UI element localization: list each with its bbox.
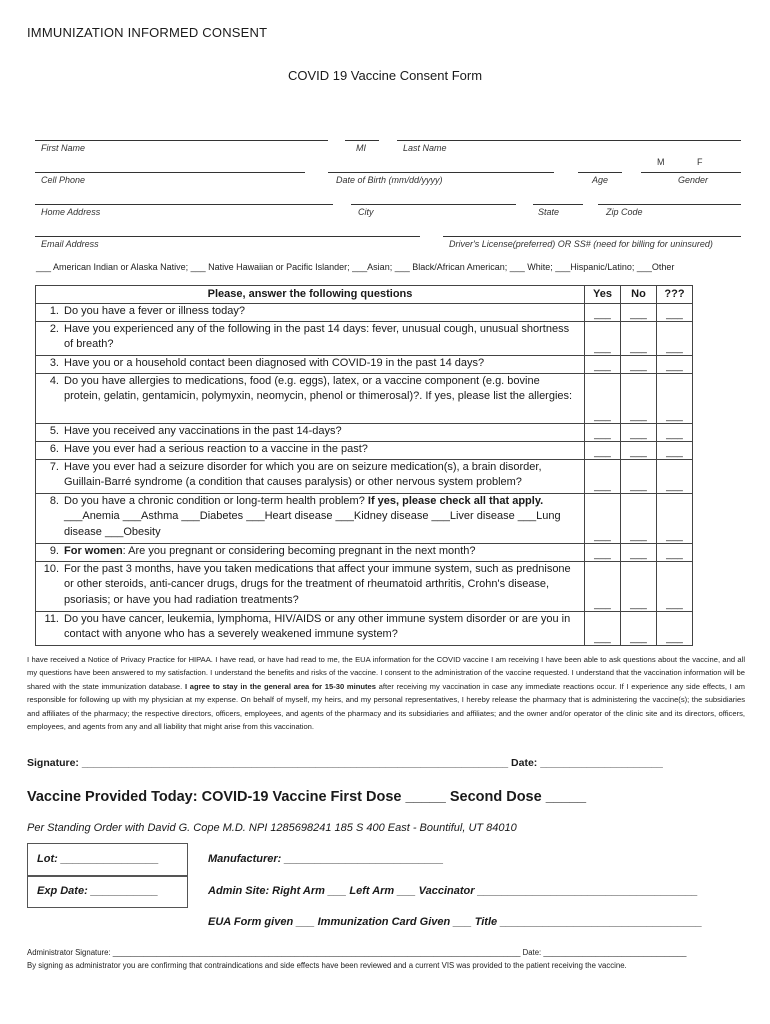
answer-no[interactable]: ___: [621, 304, 657, 322]
form-type-heading: IMMUNIZATION INFORMED CONSENT: [27, 25, 268, 40]
email-field[interactable]: [35, 236, 420, 237]
admin-site-field[interactable]: Admin Site: Right Arm ___ Left Arm ___ Vaccinator ____________________________________: [208, 885, 698, 897]
table-row: 8. Do you have a chronic condition or long-term health problem? If yes, please check all that apply. ___Anemia ___Asthma ___Diabetes ___Heart disease ___Kidney disease ___Liver disease ___Lung disease ___Obesity ___ ___ ___: [36, 494, 693, 544]
answer-no[interactable]: ___: [621, 544, 657, 562]
administrator-signature-line[interactable]: Administrator Signature: ______________________________________________________________________________________________ Date: _________________________________: [27, 948, 687, 957]
table-row: 7. Have you ever had a seizure disorder for which you are on seizure medication(s), a brain disorder, Guillain-Barré syndrome (a condition that causes paralysis) or other nervous system problem? ___ ___ ___: [36, 460, 693, 494]
race-ethnicity-options[interactable]: ___ American Indian or Alaska Native; ___ Native Hawaiian or Pacific Islander; ___Asian; ___ Black/African American; ___ White; ___Hispanic/Latino; ___Other: [36, 262, 675, 272]
table-row: 9. For women: Are you pregnant or considering becoming pregnant in the next month? ___ ___ ___: [36, 544, 693, 562]
state-field[interactable]: [533, 204, 583, 205]
question-text: Have you received any vaccinations in the past 14-days?: [64, 425, 342, 437]
no-column-header: No: [621, 286, 657, 304]
answer-unknown[interactable]: ___: [657, 442, 693, 460]
table-row: 3. Have you or a household contact been diagnosed with COVID-19 in the past 14 days? ___ ___ ___: [36, 356, 693, 374]
condition-checklist[interactable]: ___Anemia ___Asthma ___Diabetes ___Heart disease ___Kidney disease ___Liver disease ___Lung disease ___Obesity: [64, 510, 561, 538]
dob-label: Date of Birth (mm/dd/yyyy): [336, 175, 443, 185]
table-row: 6. Have you ever had a serious reaction to a vaccine in the past? ___ ___ ___: [36, 442, 693, 460]
question-text: Do you have cancer, leukemia, lymphoma, HIV/AIDS or any other immune system disorder or are you in contact with anyone who has a severely weakened immune system?: [64, 613, 571, 641]
yes-column-header: Yes: [585, 286, 621, 304]
answer-no[interactable]: ___: [621, 612, 657, 646]
answer-unknown[interactable]: ___: [657, 356, 693, 374]
answer-no[interactable]: ___: [621, 442, 657, 460]
mi-field[interactable]: [345, 140, 379, 141]
zip-label: Zip Code: [606, 207, 643, 217]
city-label: City: [358, 207, 374, 217]
last-name-label: Last Name: [403, 143, 447, 153]
state-label: State: [538, 207, 560, 217]
question-text: Do you have allergies to medications, food (e.g. eggs), latex, or a vaccine component (e.g. bovine protein, gelatin, gentamicin, polymyxin, neomycin, phenol or thimerosal)?. If yes, please list the allergies:: [64, 375, 573, 403]
administrator-note: By signing as administrator you are confirming that contraindications and side effects have been reviewed and a current VIS was provided to the patient receiving the vaccine.: [27, 961, 627, 970]
answer-yes[interactable]: ___: [585, 562, 621, 612]
cell-phone-label: Cell Phone: [41, 175, 86, 185]
consent-statement: I have received a Notice of Privacy Practice for HIPAA. I have read, or have had read to me, the EUA information for the COVID vaccine I am receiving I have been able to ask questions about the vaccine, and all my questions have been answered to my satisfaction. I understand the benefits and risks of the vaccine. I consent to the administration of the vaccine requested. I understand that the vaccination information will be shared with the state immunization database. I agree to stay in the general area for 15-30 minutes after receiving my vaccination in case any immediate reactions occur. If I experience any side effects, I am responsible for following up with my physician at my expense. On behalf of myself, my heirs, and my personal representatives, I hereby release the pharmacy that is administering the vaccine(s); the subsidiaries and affiliates of the pharmacy; the respective directors, officers, employees, and agents of the pharmacy and its subsidiaries and affiliates; and the owner and/or operator of the clinic site and its directors, officers, employees, and agents from any and all liability that might arise from this vaccination.: [27, 655, 745, 732]
question-text: Have you experienced any of the following in the past 14 days: fever, unusual cough, unusual shortness of breath?: [64, 323, 570, 351]
mi-label: MI: [356, 143, 366, 153]
stay-in-area-notice: I agree to stay in the general area for 15-30 minutes: [184, 681, 376, 691]
standing-order: Per Standing Order with David G. Cope M.D. NPI 1285698241 185 S 400 East - Bountiful, UT 84010: [27, 822, 517, 834]
city-field[interactable]: [351, 204, 516, 205]
last-name-field[interactable]: [397, 140, 741, 141]
answer-unknown[interactable]: ___: [657, 322, 693, 356]
table-row: 10. For the past 3 months, have you taken medications that affect your immune system, such as prednisone or other steroids, anti-cancer drugs, drugs for the treatment of rheumatoid arthritis, Crohn's disease, psoriasis; or have you had radiation treatments? ___ ___ ___: [36, 562, 693, 612]
answer-no[interactable]: ___: [621, 356, 657, 374]
answer-yes[interactable]: ___: [585, 460, 621, 494]
answer-unknown[interactable]: ___: [657, 374, 693, 424]
answer-yes[interactable]: ___: [585, 442, 621, 460]
drivers-license-field[interactable]: [443, 236, 741, 237]
exp-date-field[interactable]: Exp Date: ___________: [37, 885, 159, 897]
cell-phone-field[interactable]: [35, 172, 305, 173]
answer-no[interactable]: ___: [621, 374, 657, 424]
answer-no[interactable]: ___: [621, 322, 657, 356]
age-field[interactable]: [578, 172, 622, 173]
question-text: Have you ever had a serious reaction to a vaccine in the past?: [64, 443, 368, 455]
answer-yes[interactable]: ___: [585, 612, 621, 646]
answer-yes[interactable]: ___: [585, 374, 621, 424]
questions-heading: Please, answer the following questions: [36, 286, 585, 304]
answer-unknown[interactable]: ___: [657, 424, 693, 442]
answer-unknown[interactable]: ___: [657, 460, 693, 494]
dob-field[interactable]: [328, 172, 554, 173]
age-label: Age: [592, 175, 609, 185]
home-address-field[interactable]: [35, 204, 333, 205]
question-text: Have you ever had a seizure disorder for which you are on seizure medication(s), a brain disorder, Guillain-Barré syndrome (a condition that causes paralysis) or other nervous system problem?: [64, 461, 542, 489]
answer-yes[interactable]: ___: [585, 304, 621, 322]
answer-no[interactable]: ___: [621, 494, 657, 544]
gender-field[interactable]: [641, 172, 741, 173]
question-instruction: If yes, please check all that apply.: [367, 495, 544, 507]
answer-no[interactable]: ___: [621, 460, 657, 494]
drivers-license-label: Driver's License(preferred) OR SS# (need for billing for uninsured): [449, 239, 713, 249]
answer-yes[interactable]: ___: [585, 544, 621, 562]
answer-yes[interactable]: ___: [585, 424, 621, 442]
email-label: Email Address: [41, 239, 99, 249]
table-row: 1. Do you have a fever or illness today? ___ ___ ___: [36, 304, 693, 322]
question-text: Do you have a fever or illness today?: [64, 305, 245, 317]
eua-card-title-field[interactable]: EUA Form given ___ Immunization Card Given ___ Title _________________________________: [208, 916, 703, 928]
answer-yes[interactable]: ___: [585, 494, 621, 544]
answer-unknown[interactable]: ___: [657, 544, 693, 562]
table-row: 2. Have you experienced any of the following in the past 14 days: fever, unusual cough, unusual shortness of breath? ___ ___ ___: [36, 322, 693, 356]
question-text: For the past 3 months, have you taken medications that affect your immune system, such as prednisone or other steroids, anti-cancer drugs, drugs for the treatment of rheumatoid arthritis, Crohn's disease, psoriasis; or have you had radiation treatments?: [64, 563, 571, 606]
patient-signature-line[interactable]: Signature: _________________________________________________________________________ Date: _____________________: [27, 757, 663, 769]
question-text: Have you or a household contact been diagnosed with COVID-19 in the past 14 days?: [64, 357, 485, 369]
answer-no[interactable]: ___: [621, 562, 657, 612]
zip-field[interactable]: [598, 204, 741, 205]
manufacturer-field[interactable]: Manufacturer: __________________________: [208, 853, 444, 865]
answer-yes[interactable]: ___: [585, 356, 621, 374]
vaccine-provided-line[interactable]: Vaccine Provided Today: COVID-19 Vaccine First Dose _____ Second Dose _____: [27, 789, 587, 805]
answer-unknown[interactable]: ___: [657, 494, 693, 544]
gender-label: Gender: [678, 175, 709, 185]
question-text: Do you have a chronic condition or long-term health problem?: [64, 495, 365, 507]
gender-options: M F: [657, 157, 703, 167]
table-row: 5. Have you received any vaccinations in the past 14-days? ___ ___ ___: [36, 424, 693, 442]
first-name-label: First Name: [41, 143, 86, 153]
page-title: COVID 19 Vaccine Consent Form: [287, 68, 483, 83]
question-text: : Are you pregnant or considering becoming pregnant in the next month?: [122, 545, 476, 557]
lot-field[interactable]: Lot: ________________: [37, 853, 159, 865]
answer-unknown[interactable]: ___: [657, 304, 693, 322]
answer-yes[interactable]: ___: [585, 322, 621, 356]
answer-no[interactable]: ___: [621, 424, 657, 442]
table-row: 11. Do you have cancer, leukemia, lymphoma, HIV/AIDS or any other immune system disorder or are you in contact with anyone who has a severely weakened immune system? ___ ___ ___: [36, 612, 693, 646]
table-row: 4. Do you have allergies to medications, food (e.g. eggs), latex, or a vaccine component (e.g. bovine protein, gelatin, gentamicin, polymyxin, neomycin, phenol or thimerosal)?. If yes, please list the allergies: ___ ___ ___: [36, 374, 693, 424]
answer-unknown[interactable]: ___: [657, 562, 693, 612]
unknown-column-header: ???: [657, 286, 693, 304]
first-name-field[interactable]: [35, 140, 328, 141]
answer-unknown[interactable]: ___: [657, 612, 693, 646]
question-lead: For women: [64, 545, 123, 557]
home-address-label: Home Address: [41, 207, 101, 217]
health-questions-table: [35, 285, 693, 646]
